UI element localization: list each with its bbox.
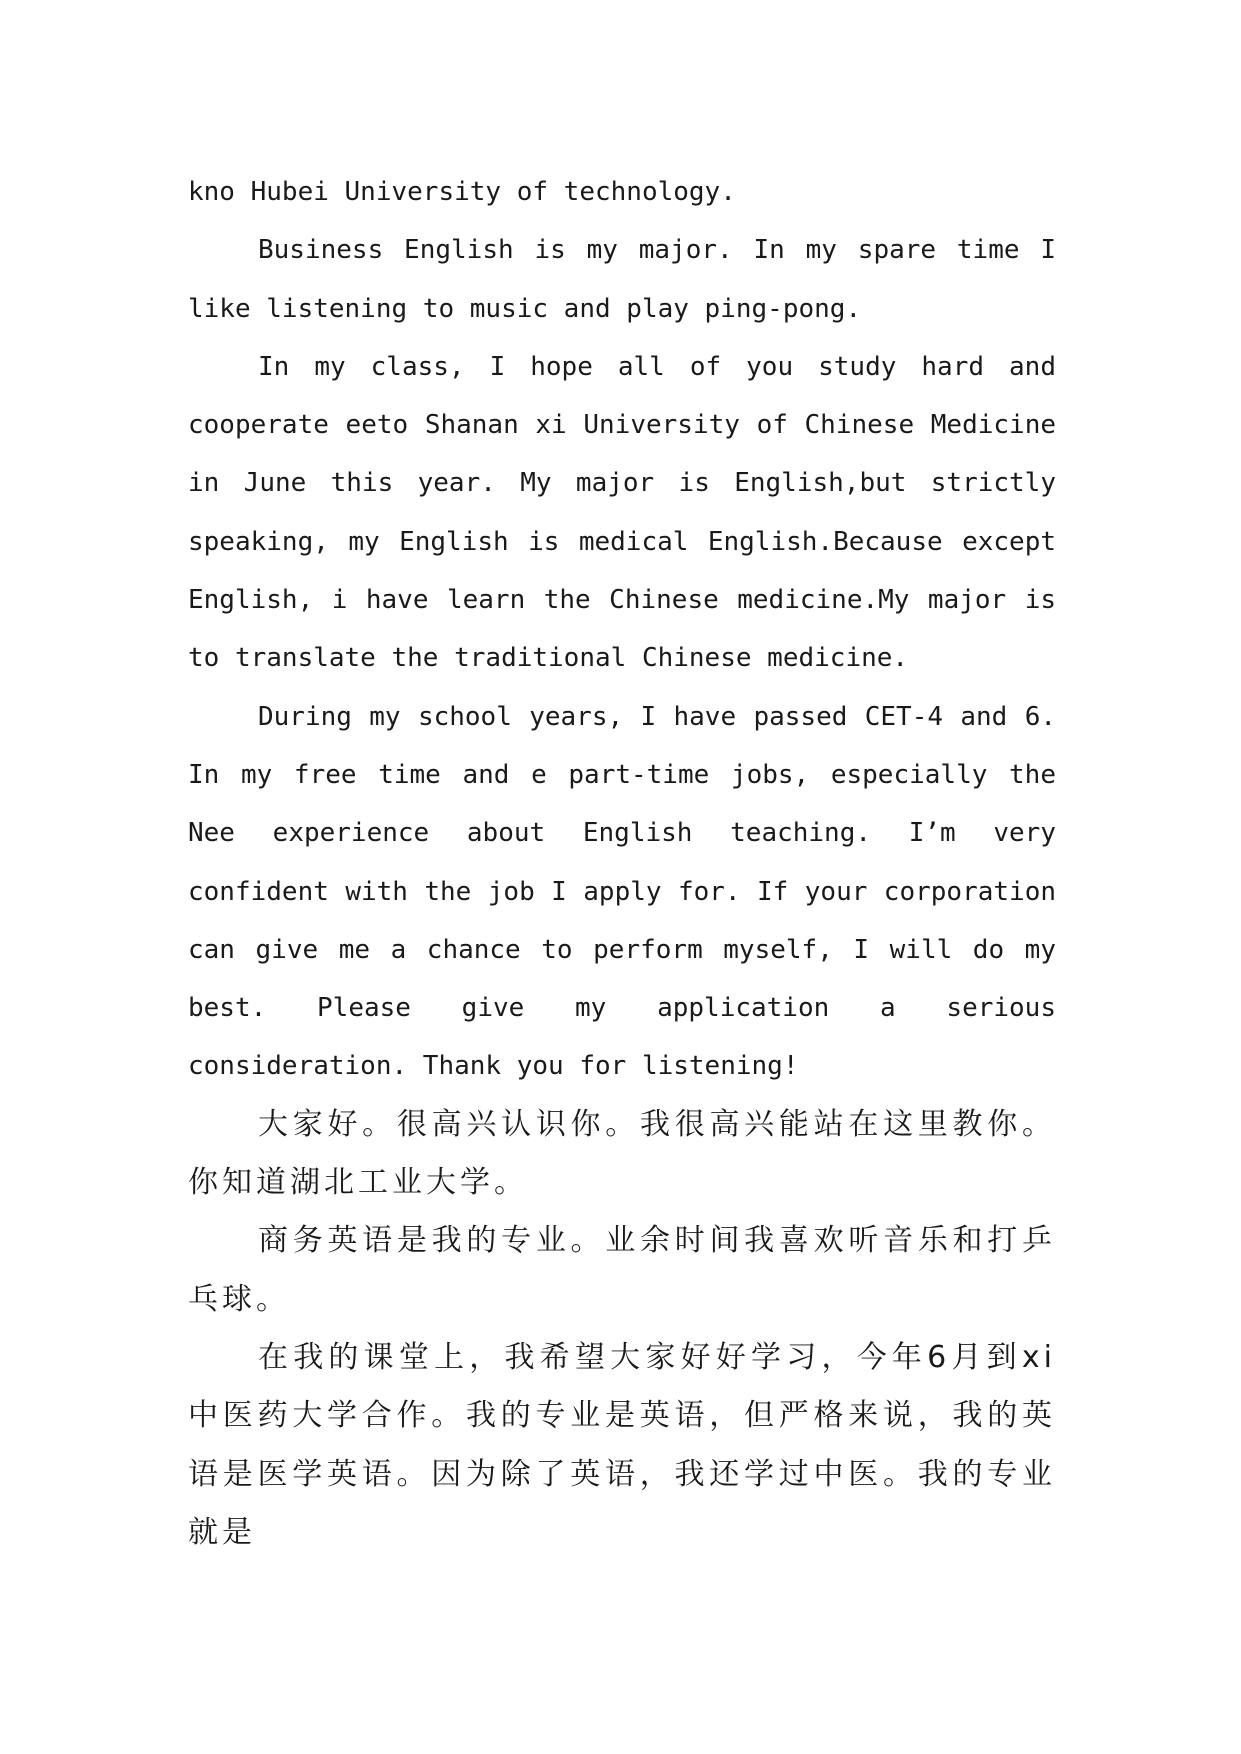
- paragraph-zh-major-hobbies: 商务英语是我的专业。业余时间我喜欢听音乐和打乒乓球。: [188, 1223, 1056, 1317]
- paragraph-intro-continuation: kno Hubei University of technology.: [188, 177, 736, 207]
- paragraph-major-hobbies: Business English is my major. In my spare time I like listening to music and play ping-pong.: [188, 235, 1056, 324]
- paragraph-school-years: During my school years, I have passed CET-4 and 6. In my free time and e part-time jobs, especially the Nee experience about English teaching. I’m very confident with the job I apply for. If your corporation can give me a chance to perform myself, I will do my best. Please give my application a serious consideration. Thank you for listening!: [188, 701, 1056, 1082]
- paragraph-zh-greeting: 大家好。很高兴认识你。我很高兴能站在这里教你。你知道湖北工业大学。: [188, 1106, 1056, 1201]
- paragraph-class-hopes: In my class, I hope all of you study hard and cooperate eeto Shanan xi University of Chinese Medicine in June this year. My major is English,but strictly speaking, my English is medical English.Because except English, i have learn the Chinese medicine.My major is to translate the traditional Chinese medicine.: [188, 351, 1056, 674]
- paragraph-zh-class-hopes: 在我的课堂上，我希望大家好好学习，今年6月到xi中医药大学合作。我的专业是英语，但严格来说，我的英语是医学英语。因为除了英语，我还学过中医。我的专业就是: [188, 1339, 1056, 1550]
- document-body: [188, 163, 1056, 1562]
